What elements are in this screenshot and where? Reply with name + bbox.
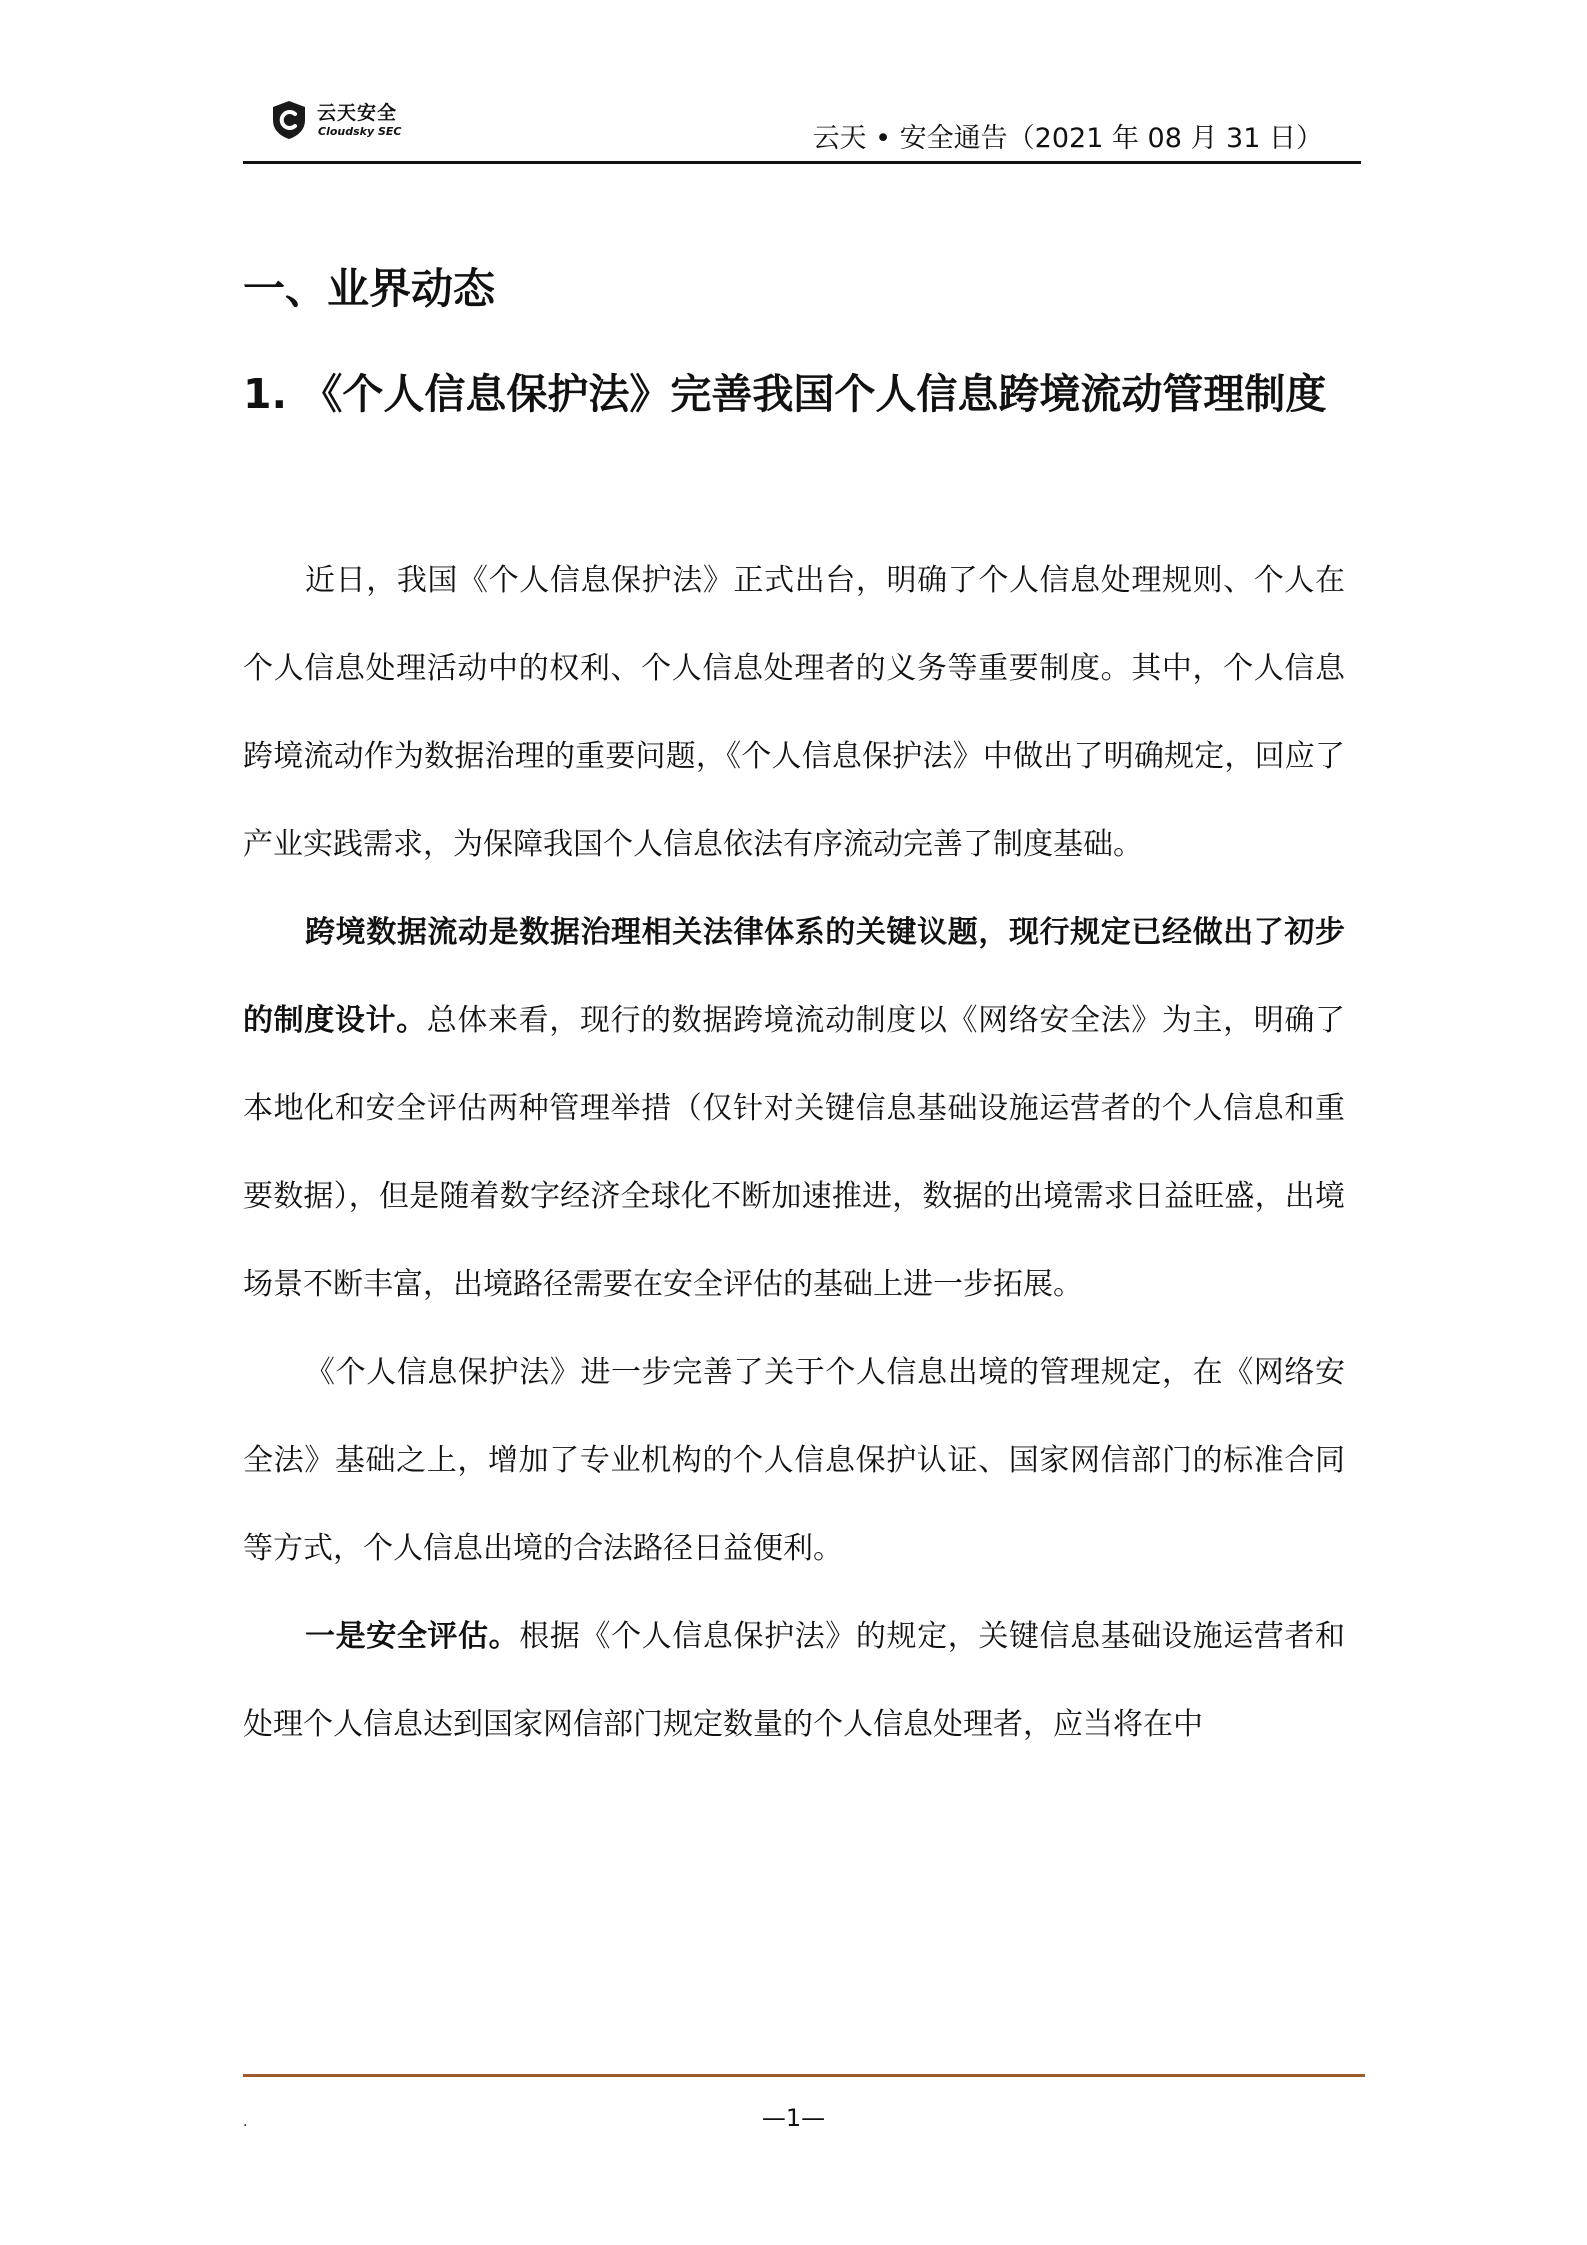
paragraph-2-lead: 跨境数据流动是数据治理相关法律体系的关键议题，现行规定已经做出了初步的制度设计。 bbox=[243, 915, 1345, 1038]
paragraph-2 bbox=[243, 889, 1345, 1329]
page-header bbox=[243, 98, 1361, 164]
paragraph-4-text: 根据《个人信息保护法》的规定，关键信息基础设施运营者和处理个人信息达到国家网信部门规定数量的个人信息处理者，应当将在中 bbox=[243, 1619, 1346, 1742]
paragraph-2-text: 总体来看，现行的数据跨境流动制度以《网络安全法》为主，明确了本地化和安全评估两种管理举措（仅针对关键信息基础设施运营者的个人信息和重要数据），但是随着数字经济全球化不断加速推进，数据的出境需求日益旺盛，出境场景不断丰富，出境路径需要在安全评估的基础上进一步拓展。 bbox=[243, 1003, 1346, 1302]
shield-logo-icon bbox=[271, 100, 307, 140]
article-heading bbox=[187, 360, 1357, 428]
logo-english-name: Cloudsky SEC bbox=[318, 125, 402, 138]
company-logo bbox=[271, 98, 441, 144]
paragraph-1: 近日，我国《个人信息保护法》正式出台，明确了个人信息处理规则、个人在个人信息处理活动中的权利、个人信息处理者的义务等重要制度。其中，个人信息跨境流动作为数据治理的重要问题，《个人信息保护法》中做出了明确规定，回应了产业实践需求，为保障我国个人信息依法有序流动完善了制度基础。 bbox=[243, 563, 1345, 862]
header-divider bbox=[243, 161, 1361, 164]
bulletin-title: 云天 • 安全通告（2021 年 08 月 31 日） bbox=[812, 123, 1323, 154]
footer-divider bbox=[243, 2074, 1365, 2077]
paragraph-4 bbox=[243, 1593, 1345, 1769]
paragraph-3: 《个人信息保护法》进一步完善了关于个人信息出境的管理规定，在《网络安全法》基础之上，增加了专业机构的个人信息保护认证、国家网信部门的标准合同等方式，个人信息出境的合法路径日益便利。 bbox=[243, 1355, 1345, 1566]
logo-chinese-name: 云天安全 bbox=[317, 102, 398, 124]
section-heading: 一、业界动态 bbox=[243, 264, 496, 313]
article-body bbox=[243, 537, 1345, 1769]
footer-mark: . bbox=[243, 2114, 248, 2130]
article-heading-text: 1. 《个人信息保护法》完善我国个人信息跨境流动管理制度 bbox=[243, 370, 1327, 418]
page-number: —1— bbox=[761, 2104, 826, 2132]
paragraph-4-lead: 一是安全评估。 bbox=[305, 1619, 520, 1654]
